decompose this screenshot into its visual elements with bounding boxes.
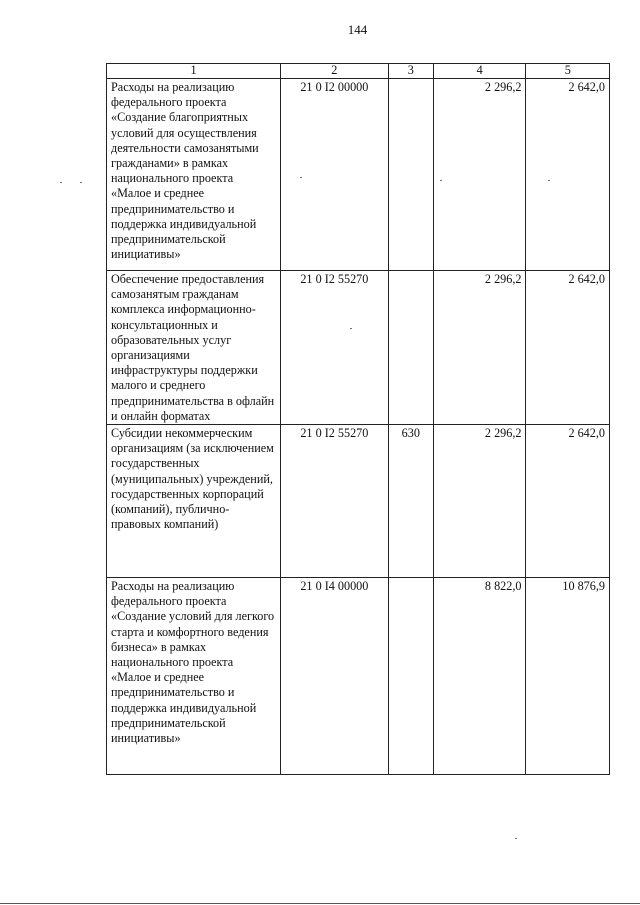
expense-name-cell: Субсидии некоммерческим организациям (за исключением государственных (муниципальных) учреждений, государственных корпораций (компаний), публично-правовых компаний) (107, 425, 281, 578)
expense-type-cell: 630 (388, 425, 433, 578)
target-article-code-cell: 21 0 I2 55270 (281, 425, 389, 578)
column-header: 1 (107, 64, 281, 79)
amount-column-5-cell: 10 876,9 (526, 578, 610, 775)
amount-column-5-cell: 2 642,0 (526, 271, 610, 425)
amount-column-4-cell: 2 296,2 (433, 79, 526, 271)
amount-column-4-cell: 8 822,0 (433, 578, 526, 775)
expense-name-cell: Расходы на реализацию федерального проекта «Создание благоприятных условий для осуществления деятельности самозанятыми гражданами» в рамках национального проекта «Малое и среднее предпринимательство и поддержка индивидуальной предпринимательской инициативы» (107, 79, 281, 271)
table-row (107, 425, 610, 578)
table-row (107, 271, 610, 425)
target-article-code-cell: 21 0 I2 00000 (281, 79, 389, 271)
scan-speck (548, 180, 550, 181)
expense-type-cell (388, 578, 433, 775)
budget-table (106, 63, 610, 775)
column-header: 2 (281, 64, 389, 79)
amount-column-4-cell: 2 296,2 (433, 425, 526, 578)
column-header: 4 (433, 64, 526, 79)
scan-speck (515, 838, 517, 839)
column-header: 5 (526, 64, 610, 79)
target-article-code-cell: 21 0 I2 55270 (281, 271, 389, 425)
scan-speck (440, 180, 442, 181)
expense-type-cell (388, 271, 433, 425)
target-article-code-cell: 21 0 I4 00000 (281, 578, 389, 775)
scan-speck (60, 182, 62, 183)
scan-speck (80, 182, 82, 183)
expense-type-cell (388, 79, 433, 271)
table-row (107, 79, 610, 271)
amount-column-5-cell: 2 642,0 (526, 425, 610, 578)
table-row (107, 578, 610, 775)
scan-speck (350, 328, 352, 329)
amount-column-5-cell: 2 642,0 (526, 79, 610, 271)
column-header: 3 (388, 64, 433, 79)
expense-name-cell: Расходы на реализацию федерального проекта «Создание условий для легкого старта и комфортного ведения бизнеса» в рамках национального проекта «Малое и среднее предпринимательство и поддержка индивидуальной предпринимательской инициативы» (107, 578, 281, 775)
amount-column-4-cell: 2 296,2 (433, 271, 526, 425)
expense-name-cell: Обеспечение предоставления самозанятым гражданам комплекса информационно-консультационных и образовательных услуг организациями инфраструктуры поддержки малого и среднего предпринимательства в офлайн и онлайн форматах (107, 271, 281, 425)
page-bottom-edge (0, 903, 640, 904)
table-header-row (107, 64, 610, 79)
scan-speck (300, 177, 302, 178)
page-number: 144 (347, 22, 368, 37)
